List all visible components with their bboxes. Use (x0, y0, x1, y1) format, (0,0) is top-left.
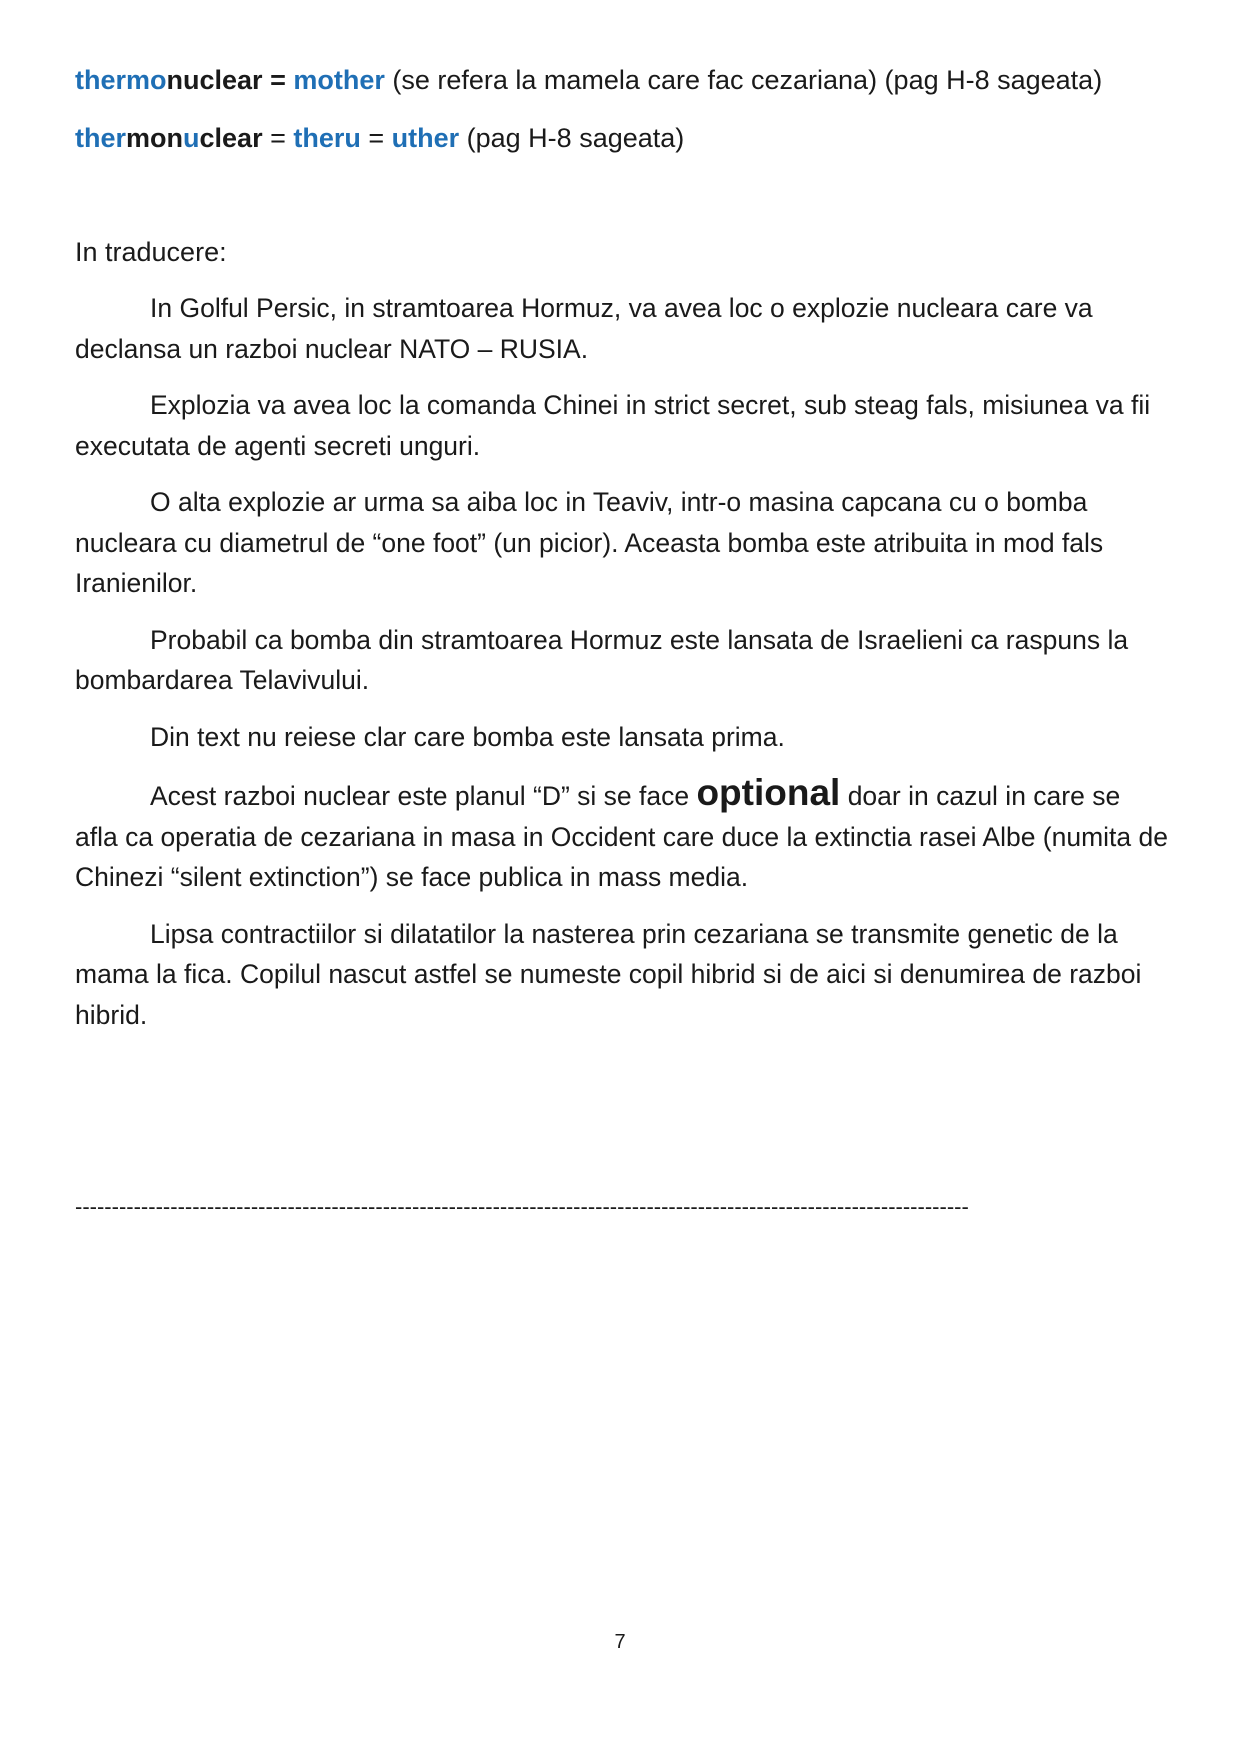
equation-line-2 (75, 118, 1170, 158)
eq2-c: u (183, 123, 200, 153)
eq1-equals: = (262, 65, 294, 95)
eq1-suffix: nuclear (166, 65, 263, 95)
eq2-word-1: theru (293, 123, 361, 153)
eq2-equals-1: = (262, 123, 294, 153)
eq2-a: ther (75, 123, 127, 153)
page-number: 7 (614, 1631, 626, 1653)
p6-emphasis: optional (696, 772, 841, 813)
eq1-word: mother (293, 65, 385, 95)
eq2-word-2: uther (391, 123, 460, 153)
paragraph-3: O alta explozie ar urma sa aiba loc in Teaviv, intr-o masina capcana cu o bomba nucleara cu diametrul de “one foot” (un picior). Aceasta bomba este atribuita in mod fals Iranienilor. (75, 487, 1104, 598)
section-heading: In traducere: (75, 237, 227, 267)
eq2-rest: (pag H-8 sageata) (459, 123, 685, 153)
eq2-b: mon (126, 123, 184, 153)
paragraph-2: Explozia va avea loc la comanda Chinei in strict secret, sub steag fals, misiunea va fii executata de agenti secreti unguri. (75, 390, 1151, 461)
paragraph-4: Probabil ca bomba din stramtoarea Hormuz este lansata de Israelieni ca raspuns la bombardarea Telavivului. (75, 624, 1129, 695)
eq2-equals-2: = (360, 123, 392, 153)
separator-line: -------------------------------------------------------------------------------------------------------------------------- (75, 1194, 969, 1219)
p6-before: Acest razboi nuclear este planul “D” si se face (150, 781, 697, 811)
paragraph-6 (75, 773, 1170, 898)
document-page (75, 60, 1170, 1035)
paragraph-1: In Golful Persic, in stramtoarea Hormuz, va avea loc o explozie nucleara care va declansa un razboi nuclear NATO – RUSIA. (75, 293, 1093, 364)
paragraph-5: Din text nu reiese clar care bomba este lansata prima. (150, 721, 785, 752)
eq1-rest: (se refera la mamela care fac cezariana) (pag H-8 sageata) (384, 65, 1103, 95)
equation-line-1 (75, 60, 1170, 100)
paragraph-7: Lipsa contractiilor si dilatatilor la nasterea prin cezariana se transmite genetic de la mama la fica. Copilul nascut astfel se numeste copil hibrid si de aici si denumirea de razboi hibrid. (75, 918, 1142, 1030)
p6-after: doar in cazul in care se afla ca operatia de cezariana in masa in Occident care duce la extinctia rasei Albe (numita de Chinezi “silent extinction”) se face publica in mass media. (75, 781, 1168, 892)
eq2-d: clear (199, 123, 263, 153)
eq1-prefix: thermo (75, 65, 167, 95)
